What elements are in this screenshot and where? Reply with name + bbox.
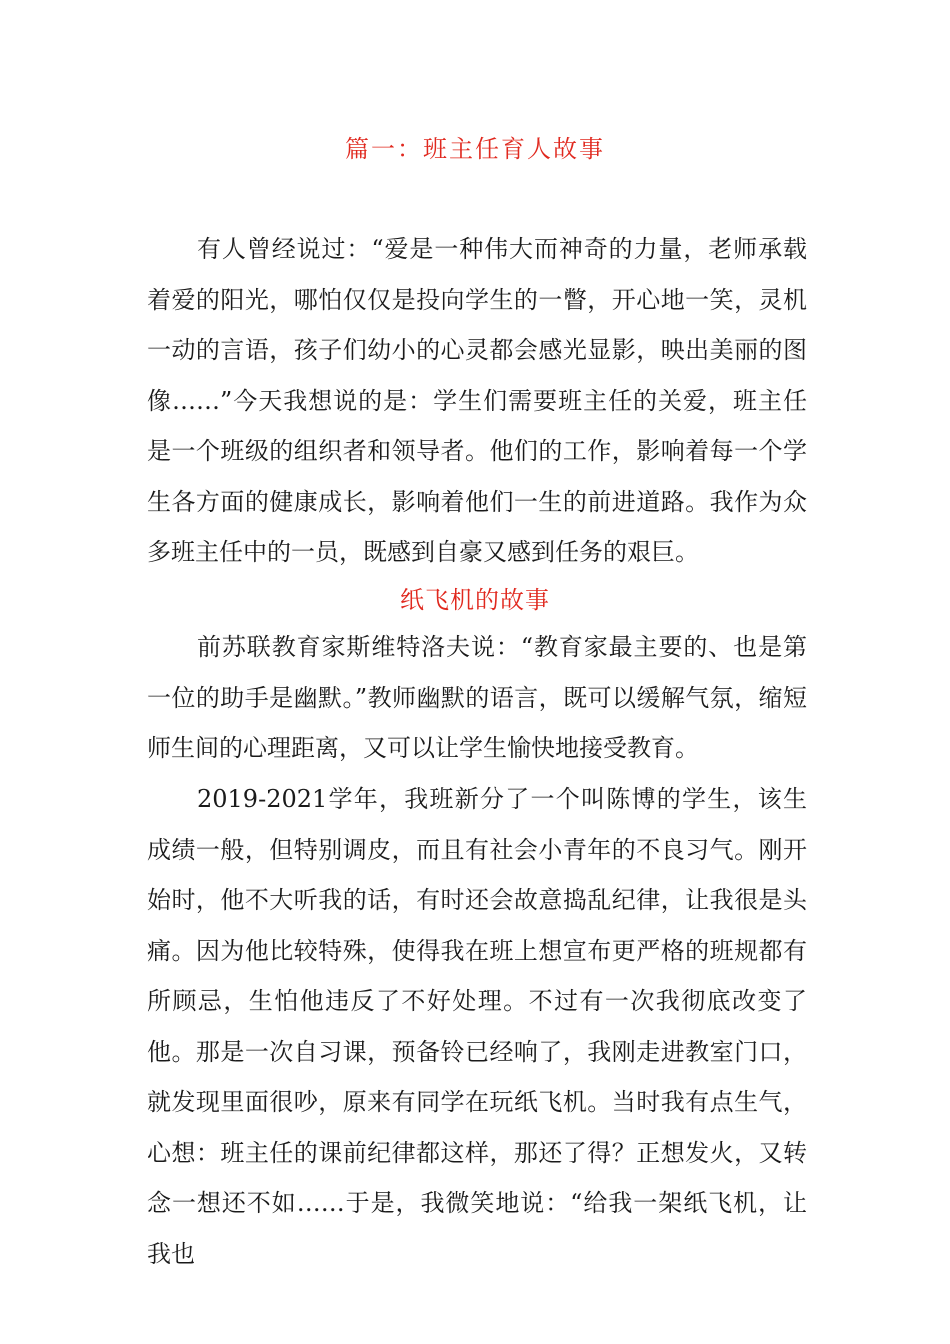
body-paragraph-3: 2019-2021学年，我班新分了一个叫陈博的学生，该生成绩一般，但特别调皮，而且有社会小青年的不良习气。刚开始时，他不大听我的话，有时还会故意捣乱纪律，让我很是头痛。因为他比较特殊，使得我在班上想宣布更严格的班规都有所顾忌，生怕他违反了不好处理。不过有一次我彻底改变了他。那是一次自习课，预备铃已经响了，我刚走进教室门口，就发现里面很吵，原来有同学在玩纸飞机。当时我有点生气，心想：班主任的课前纪律都这样，那还了得？正想发火，又转念一想还不如……于是，我微笑地说：“给我一架纸飞机，让我也: [147, 785, 807, 1268]
body-paragraph-2: 前苏联教育家斯维特洛夫说：“教育家最主要的、也是第一位的助手是幽默。”教师幽默的语言，既可以缓解气氛，缩短师生间的心理距离，又可以让学生愉快地接受教育。: [147, 633, 807, 762]
document-title: 篇一：班主任育人故事: [345, 135, 605, 163]
intro-paragraph: 有人曾经说过：“爱是一种伟大而神奇的力量，老师承载着爱的阳光，哪怕仅仅是投向学生的一瞥，开心地一笑，灵机一动的言语，孩子们幼小的心灵都会感光显影，映出美丽的图像……”今天我想说的是：学生们需要班主任的关爱，班主任是一个班级的组织者和领导者。他们的工作，影响着每一个学生各方面的健康成长，影响着他们一生的前进道路。我作为众多班主任中的一员，既感到自豪又感到任务的艰巨。: [147, 235, 807, 566]
section-title: 纸飞机的故事: [400, 586, 550, 614]
